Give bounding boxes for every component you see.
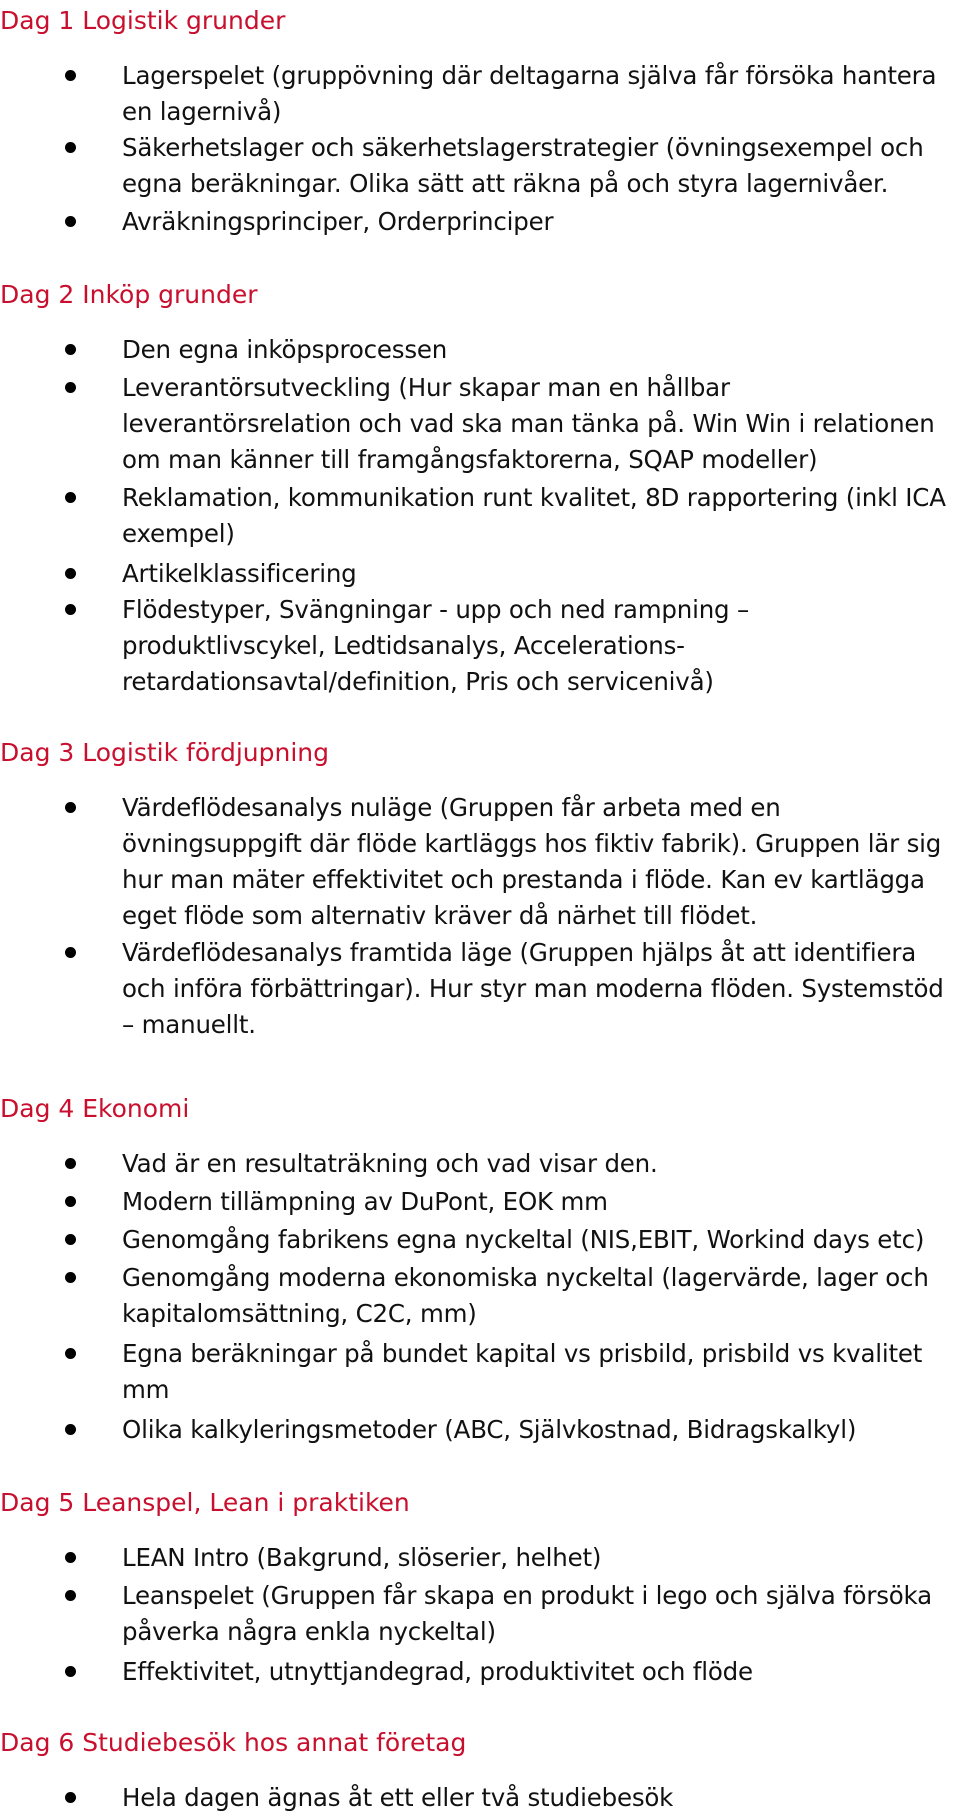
section-heading-day-4: Dag 4 Ekonomi [0,1094,190,1123]
bullet-icon [65,1552,76,1563]
list-item-text: Flödestyper, Svängningar - upp och ned rampning – produktlivscykel, Ledtidsanalys, Accelerations-retardationsavtal/definition, Pris och servicenivå) [122,595,750,696]
list-item-text: Olika kalkyleringsmetoder (ABC, Självkostnad, Bidragskalkyl) [122,1415,857,1444]
list-item-text: Leverantörsutveckling (Hur skapar man en hållbar leverantörsrelation och vad ska man tänka på. Win Win i relationen om man känner till framgångsfaktorerna, SQAP modeller) [122,373,935,474]
list-item-text: Värdeflödesanalys nuläge (Gruppen får arbeta med en övningsuppgift där flöde kartläggs hos fiktiv fabrik). Gruppen lär sig hur man mäter effektivitet och prestanda i flöde. Kan ev kartlägga eget flöde som alternativ kräver då närhet till flödet. [122,793,942,930]
list-item-text: Genomgång moderna ekonomiska nyckeltal (lagervärde, lager och kapitalomsättning, C2C, mm) [122,1263,929,1328]
list-item-text: Reklamation, kommunikation runt kvalitet, 8D rapportering (inkl ICA exempel) [122,483,946,548]
bullet-icon [65,216,76,227]
section-heading-day-5: Dag 5 Leanspel, Lean i praktiken [0,1488,410,1517]
bullet-icon [65,1272,76,1283]
bullet-icon [65,492,76,503]
list-item-text: Lagerspelet (gruppövning där deltagarna själva får försöka hantera en lagernivå) [122,61,937,126]
bullet-icon [65,344,76,355]
list-item-text: Värdeflödesanalys framtida läge (Gruppen hjälps åt att identifiera och införa förbättringar). Hur styr man moderna flöden. Systemstöd – manuellt. [122,938,944,1039]
bullet-icon [65,1424,76,1435]
list-item-text: Leanspelet (Gruppen får skapa en produkt i lego och själva försöka påverka några enkla nyckeltal) [122,1581,932,1646]
section-heading-day-1: Dag 1 Logistik grunder [0,6,286,35]
list-item-text: Den egna inköpsprocessen [122,335,448,364]
section-heading-day-6: Dag 6 Studiebesök hos annat företag [0,1728,467,1757]
list-item-text: Effektivitet, utnyttjandegrad, produktivitet och flöde [122,1657,753,1686]
list-item-text: Vad är en resultaträkning och vad visar den. [122,1149,658,1178]
bullet-icon [65,1792,76,1803]
bullet-icon [65,568,76,579]
list-item-text: Hela dagen ägnas åt ett eller två studiebesök [122,1783,674,1812]
bullet-icon [65,802,76,813]
bullet-icon [65,1158,76,1169]
bullet-icon [65,1348,76,1359]
section-heading-day-3: Dag 3 Logistik fördjupning [0,738,330,767]
bullet-icon [65,142,76,153]
bullet-icon [65,1590,76,1601]
list-item-text: LEAN Intro (Bakgrund, slöserier, helhet) [122,1543,602,1572]
list-item-text: Genomgång fabrikens egna nyckeltal (NIS,EBIT, Workind days etc) [122,1225,925,1254]
list-item-text: Avräkningsprinciper, Orderprinciper [122,207,554,236]
list-item-text: Säkerhetslager och säkerhetslagerstrategier (övningsexempel och egna beräkningar. Olika sätt att räkna på och styra lagernivåer. [122,133,924,198]
bullet-icon [65,1666,76,1677]
section-heading-day-2: Dag 2 Inköp grunder [0,280,258,309]
bullet-icon [65,604,76,615]
bullet-icon [65,947,76,958]
bullet-icon [65,1196,76,1207]
bullet-icon [65,1234,76,1245]
list-item-text: Artikelklassificering [122,559,357,588]
bullet-icon [65,382,76,393]
list-item-text: Egna beräkningar på bundet kapital vs prisbild, prisbild vs kvalitet mm [122,1339,923,1404]
bullet-icon [65,70,76,81]
list-item-text: Modern tillämpning av DuPont, EOK mm [122,1187,608,1216]
